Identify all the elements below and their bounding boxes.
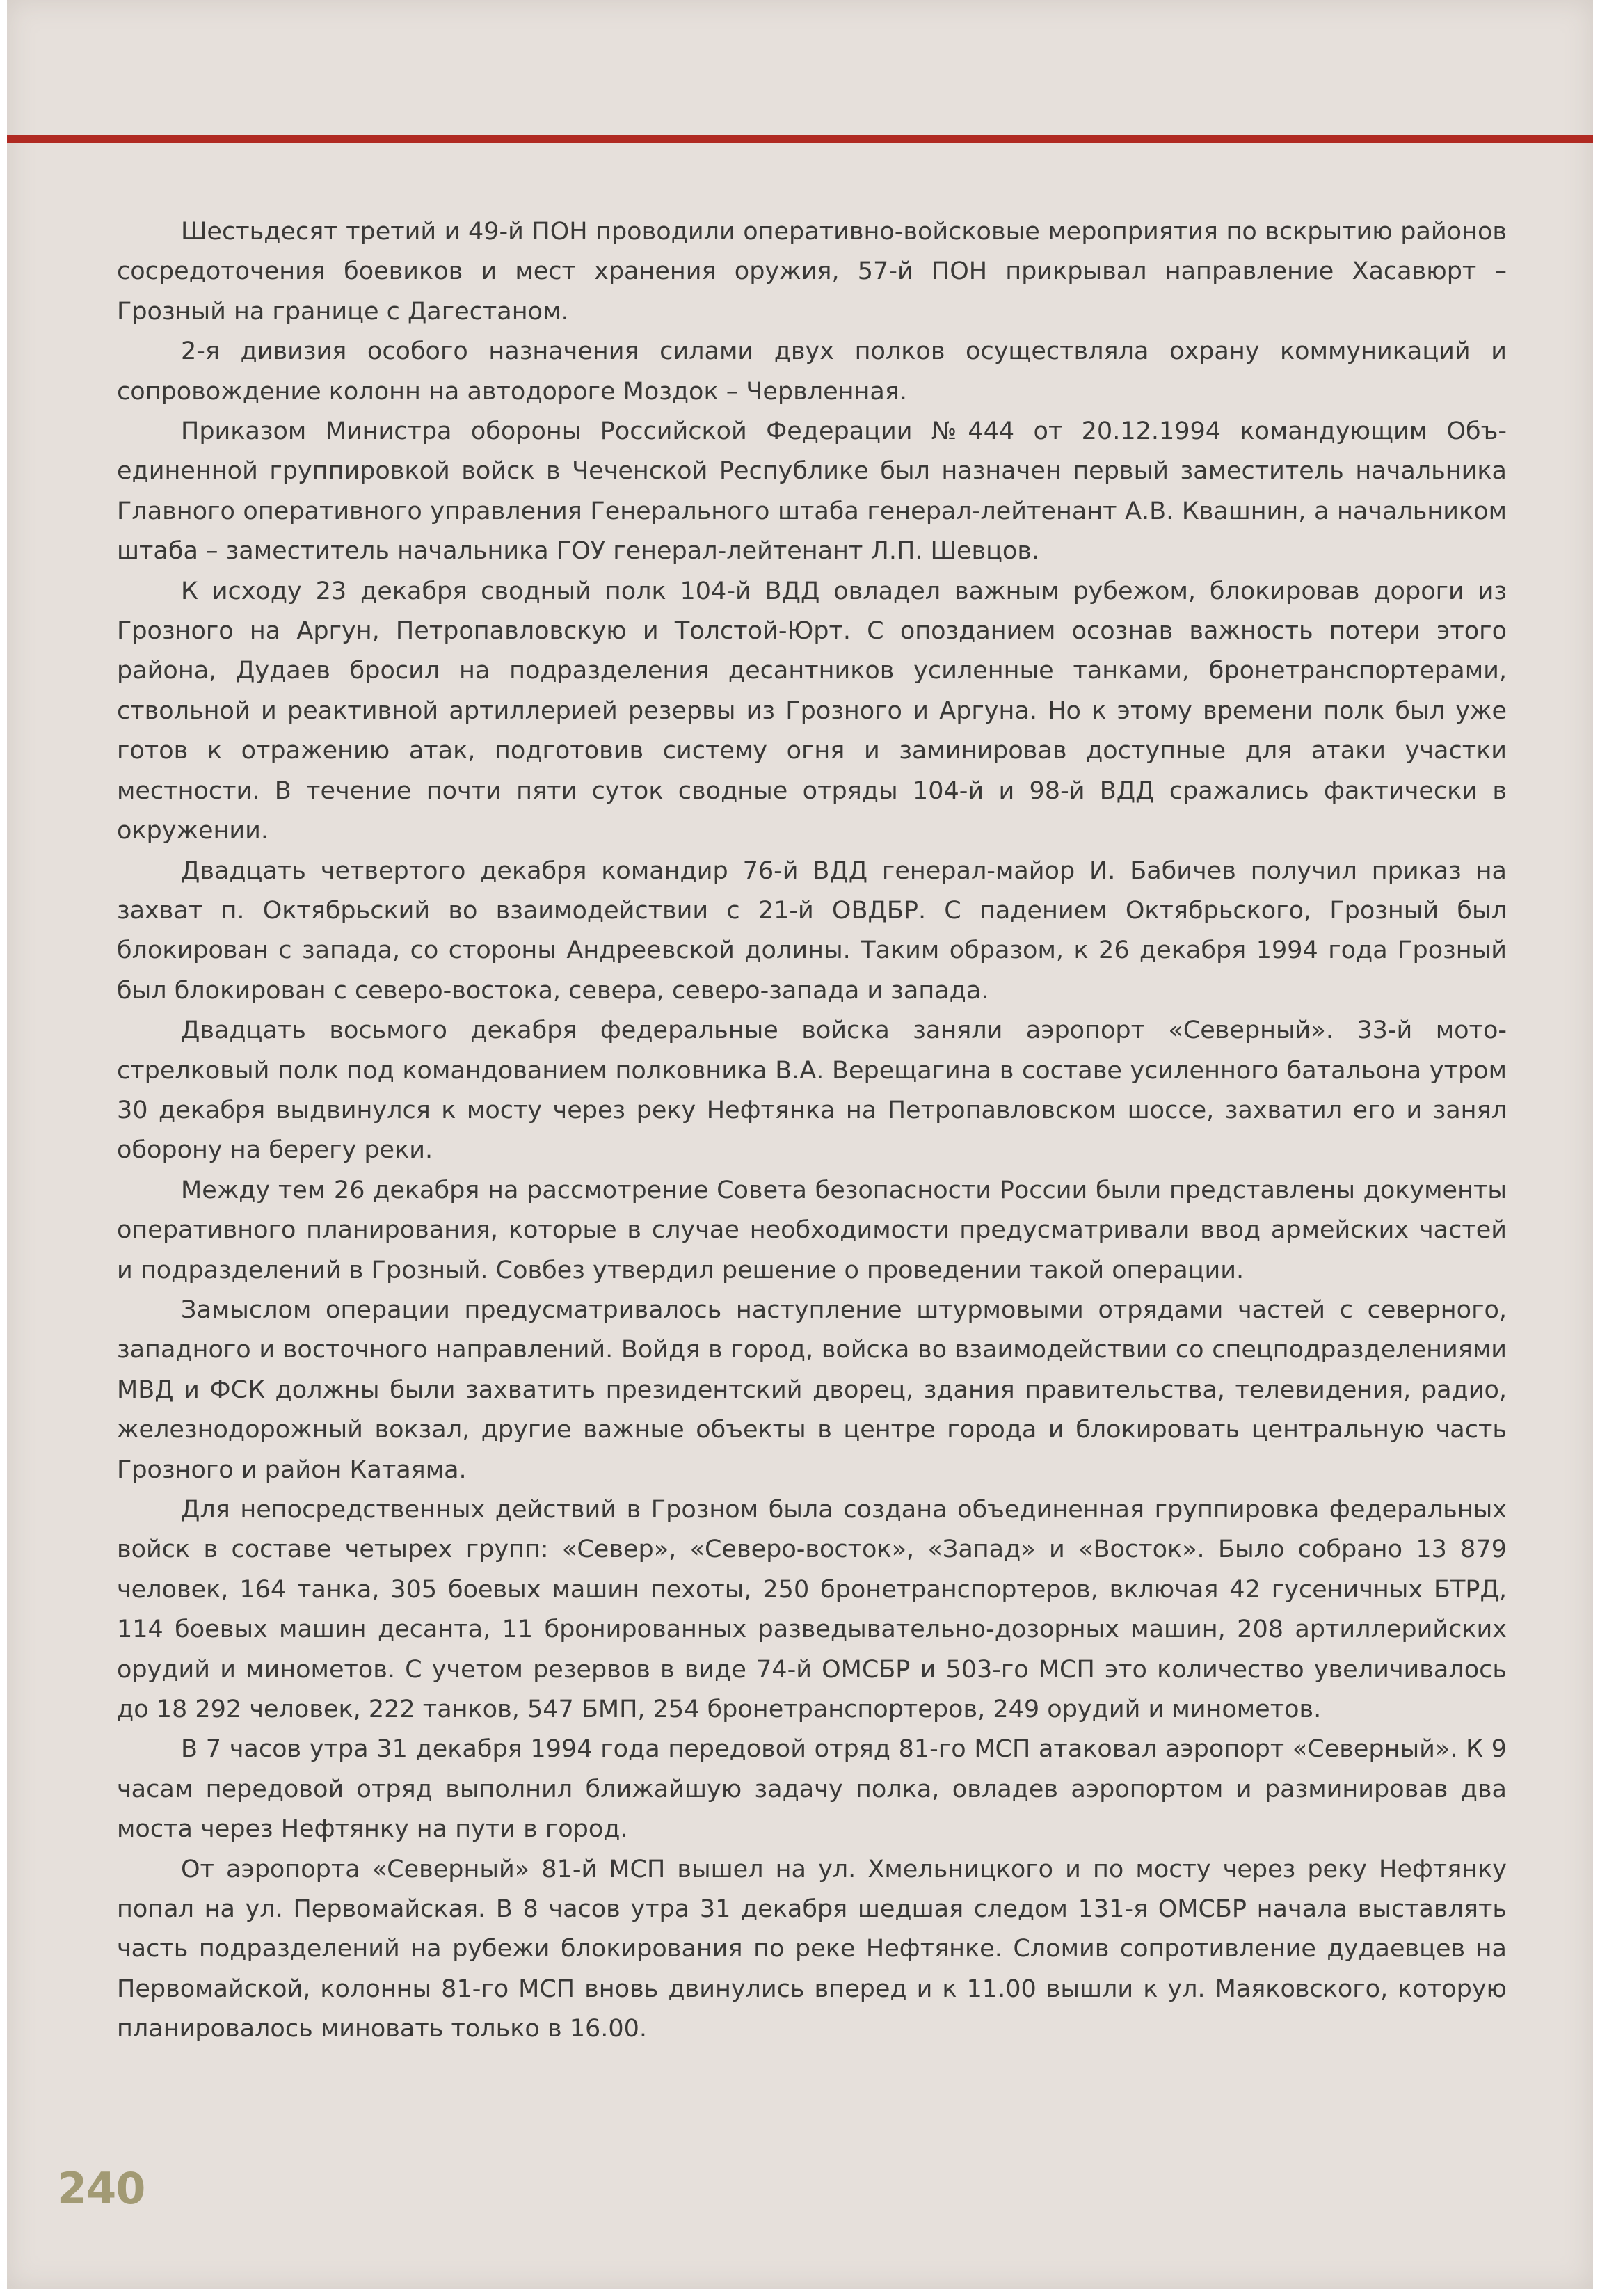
paragraph: Двадцать четвертого декабря командир 76-й ВДД генерал-майор И. Бабичев получил приказ на захват п. Октябрьский во взаимодействии с 21-й ОВДБР. С падением Октябрьского, Грозный был блокирован с запада, со стороны Андреевской долины. Таким образом, к 26 декабря 1994 года Грозный был блокирован с северо-востока, севера, северо-запада и запада.	[117, 856, 1507, 1005]
paragraph: Для непосредственных действий в Грозном была создана объединенная группировка федеральных войск в составе четырех групп: «Север», «Северо-восток», «Запад» и «Восток». Было собрано 13 879 человек, 164 танка, 305 боевых машин пехоты, 250 бронетранспортеров, включая 42 гусеничных БТРД, 114 боевых машин десанта, 11 бронированных разведывательно-дозорных машин, 208 артиллерийских орудий и минометов. С учетом резервов в виде 74-й ОМСБР и 503-го МСП это количество увеличивалось до 18 292 человек, 222 танков, 547 БМП, 254 бронетранспортеров, 249 орудий и минометов.	[117, 1496, 1507, 1724]
header-rule	[7, 135, 1593, 143]
paragraph: Между тем 26 декабря на рассмотрение Совета безопасности России были представлены документы оперативного планирования, которые в случае необходимости предусматривали ввод армейских частей и подразделений в Грозный. Совбез утвердил решение о проведении такой операции.	[117, 1176, 1507, 1284]
paragraph: 2-я дивизия особого назначения силами двух полков осуществляла охрану коммуникаций и сопровождение колонн на автодороге Моздок – Червленная.	[117, 337, 1507, 406]
paragraph: Шестьдесят третий и 49-й ПОН проводили оперативно-войсковые мероприятия по вскрытию районов сосредоточения боевиков и мест хранения оружия, 57-й ПОН прикрывал направление Хасавюрт – Грозный на границе с Дагестаном.	[117, 218, 1507, 326]
page-number: 240	[57, 2163, 145, 2214]
paragraph: К исходу 23 декабря сводный полк 104-й ВДД овладел важным рубежом, блокировав дороги из Грозного на Аргун, Петропавловскую и Толстой-Юрт. С опозданием осознав важность потери этого района, Дудаев бросил на подразделения десантников усиленные танками, бронетранспортерами, ствольной и реактивной артиллерией резервы из Грозного и Аргуна. Но к этому времени полк был уже готов к отражению атак, подготовив систему огня и заминировав доступные для атаки участки местности. В течение почти пяти суток сводные отряды 104-й и 98-й ВДД сражались фактически в окружении.	[117, 577, 1507, 845]
body-text	[117, 212, 1507, 2050]
paragraph: Замыслом операции предусматривалось наступление штурмовыми отрядами частей с северного, западного и восточного направлений. Войдя в город, войска во взаимодействии со спецподразделениями МВД и ФСК должны были захватить президентский дворец, здания правительства, телевидения, радио, железнодорожный вокзал, другие важные объекты в центре города и блокировать центральную часть Грозного и район Катаяма.	[117, 1296, 1507, 1484]
book-page	[7, 0, 1593, 2289]
paragraph: Двадцать восьмого декабря федеральные войска заняли аэропорт «Северный». 33-й мотострелковый полк под командованием полковника В.А. Верещагина в составе усиленного батальона утром 30 декабря выдвинулся к мосту через реку Нефтянка на Петропавловском шоссе, захватил его и занял оборону на берегу реки.	[117, 1017, 1507, 1165]
paragraph: В 7 часов утра 31 декабря 1994 года передовой отряд 81-го МСП атаковал аэропорт «Северный». К 9 часам передовой отряд выполнил ближайшую задачу полка, овладев аэропортом и разминировав два моста через Нефтянку на пути в город.	[117, 1735, 1507, 1844]
paragraph: От аэропорта «Северный» 81-й МСП вышел на ул. Хмельницкого и по мосту через реку Нефтянку попал на ул. Первомайская. В 8 часов утра 31 декабря шедшая следом 131-я ОМСБР начала выставлять часть подразделений на рубежи блокирования по реке Нефтянке. Сломив сопротивление дудаевцев на Первомайской, колонны 81-го МСП вновь двинулись вперед и к 11.00 вышли к ул. Маяковского, которую планировалось миновать только в 16.00.	[117, 1855, 1507, 2043]
paragraph: Приказом Министра обороны Российской Федерации №444 от 20.12.1994 командующим Объединенной группировкой войск в Чеченской Республике был назначен первый заместитель начальника Главного оперативного управления Генерального штаба генерал-лейтенант А.В. Квашнин, а начальником штаба – заместитель начальника ГОУ генерал-лейтенант Л.П. Шевцов.	[117, 417, 1507, 566]
